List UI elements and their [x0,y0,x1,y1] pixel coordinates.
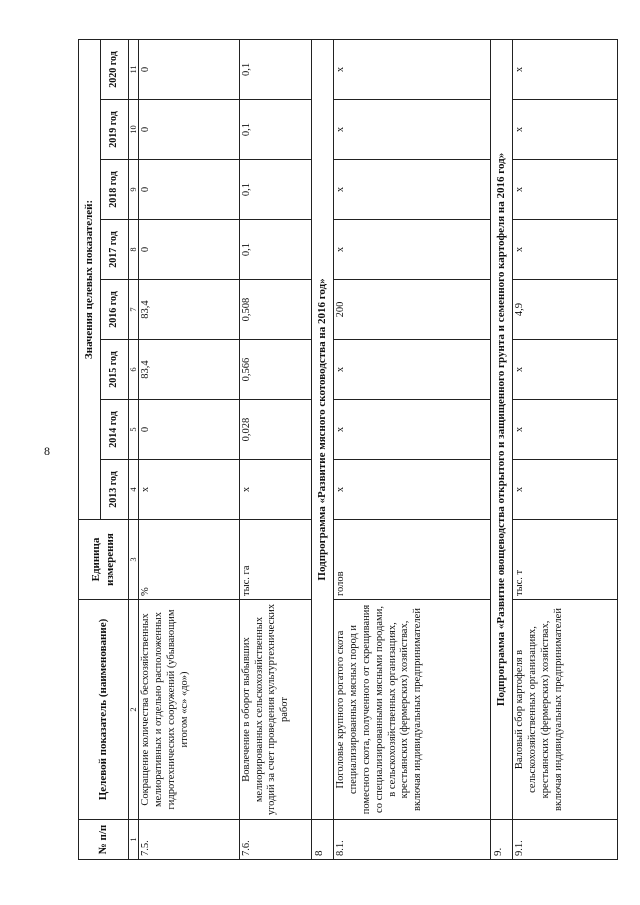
row-value: x [513,340,618,400]
row-value: 0,508 [239,280,311,340]
row-value: x [334,160,491,220]
header-year: 2014 год [101,400,129,460]
row-num: 7.6. [239,820,311,860]
index-cell: 5 [129,400,139,460]
index-cell: 11 [129,39,139,99]
rotated-table-wrapper [78,40,618,860]
index-cell: 10 [129,100,139,160]
header-year: 2020 год [101,39,129,99]
index-cell: 8 [129,220,139,280]
row-value: x [334,340,491,400]
subprogram-row [491,39,513,859]
row-value: x [334,39,491,99]
row-value: x [513,460,618,520]
header-unit: Единица измерения [79,520,129,600]
subprogram-row [312,39,334,859]
header-year: 2018 год [101,160,129,220]
row-value: 0,1 [239,220,311,280]
page-number: 8 [44,444,50,458]
row-value: 0,1 [239,39,311,99]
header-indicator: Целевой показатель (наименование) [79,600,129,820]
header-year: 2016 год [101,280,129,340]
table-row [334,39,491,859]
row-num: 8.1. [334,820,491,860]
row-value: 0,028 [239,400,311,460]
table-row [513,39,618,859]
row-value: x [513,39,618,99]
row-value: x [239,460,311,520]
row-value: 83,4 [139,280,240,340]
row-value: x [513,160,618,220]
row-value: x [139,460,240,520]
table-row [239,39,311,859]
row-unit: тыс. га [239,520,311,600]
subprogram-title: Подпрограмма «Развитие овощеводства открытого и защищенного грунта и семенного картофеля на 2016 год» [491,39,513,819]
index-cell: 1 [129,820,139,860]
index-cell: 4 [129,460,139,520]
header-year: 2013 год [101,460,129,520]
row-value: x [334,400,491,460]
row-value: 4,9 [513,280,618,340]
row-unit: голов [334,520,491,600]
row-value: 200 [334,280,491,340]
row-name: Поголовье крупного рогатого скота специализированных мясных пород и помесного скота, полученного от скрещивания со специализированными мясными породами, в сельскохозяйственных организациях, крестьянских (фермерских) хозяйствах, включая индивидуальных предпринимателей [334,600,491,820]
row-value: x [513,400,618,460]
row-value: 0,566 [239,340,311,400]
row-value: x [334,100,491,160]
row-value: x [334,220,491,280]
header-year: 2015 год [101,340,129,400]
table-row [139,39,240,859]
index-cell: 3 [129,520,139,600]
header-num: № п/п [79,820,129,860]
row-name: Сокращение количества бесхозяйственных мелиоративных и отдельно расположенных гидротехнических сооружений (убывающим итогом «с» «до») [139,600,240,820]
header-year: 2019 год [101,100,129,160]
row-name: Вовлечение в оборот выбывших мелиорированных сельскохозяйственных угодий за счет проведения культуртехнических работ [239,600,311,820]
index-cell: 2 [129,600,139,820]
row-value: 0 [139,39,240,99]
row-num: 8 [312,820,334,860]
row-value: x [513,220,618,280]
row-value: x [513,100,618,160]
row-value: x [334,460,491,520]
row-value: 83,4 [139,340,240,400]
row-name: Валовый сбор картофеля в сельскохозяйственных организациях, крестьянских (фермерских) хозяйствах, включая индивидуальных предпринимателей [513,600,618,820]
row-num: 9.1. [513,820,618,860]
index-cell: 9 [129,160,139,220]
row-value: 0,1 [239,160,311,220]
row-unit: % [139,520,240,600]
row-value: 0 [139,160,240,220]
target-indicators-table [78,39,618,860]
index-cell: 7 [129,280,139,340]
row-num: 9. [491,820,513,860]
row-value: 0 [139,220,240,280]
row-unit: тыс. т [513,520,618,600]
subprogram-title: Подпрограмма «Развитие мясного скотоводства на 2016 год» [312,39,334,819]
index-cell: 6 [129,340,139,400]
header-year: 2017 год [101,220,129,280]
row-value: 0,1 [239,100,311,160]
row-value: 0 [139,400,240,460]
row-num: 7.5. [139,820,240,860]
row-value: 0 [139,100,240,160]
header-values-group: Значения целевых показателей: [79,39,101,519]
